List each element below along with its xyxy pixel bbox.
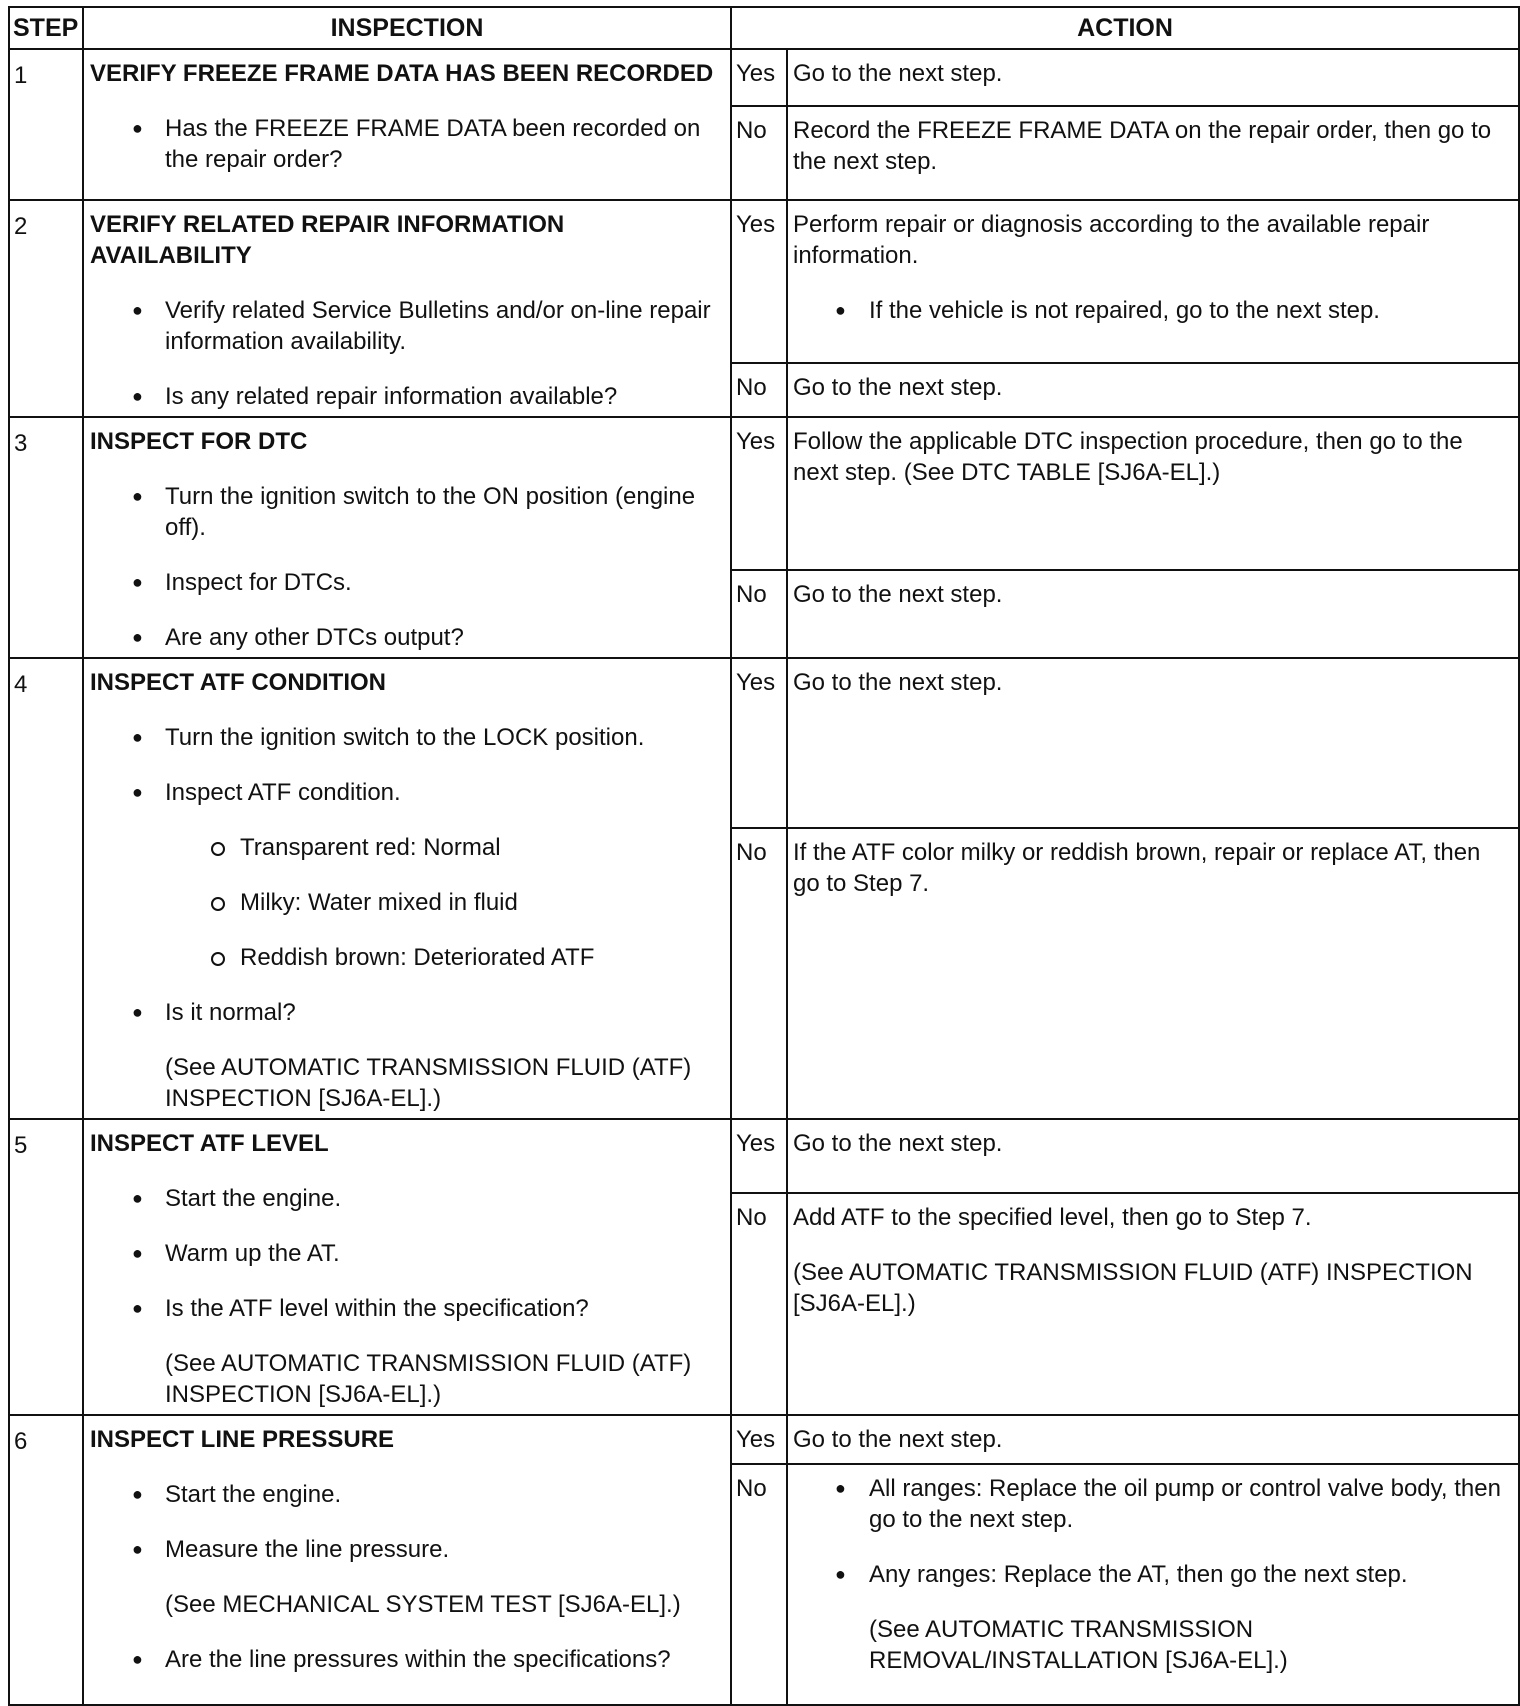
action-bullet: ● Any ranges: Replace the AT, then go the next step. — [793, 1559, 1512, 1590]
inspection-column-header: INSPECTION — [83, 7, 731, 49]
no-action — [787, 570, 1519, 658]
action-reference: (See AUTOMATIC TRANSMISSION REMOVAL/INSTALLATION [SJ6A-EL].) — [869, 1616, 1288, 1674]
yes-label: Yes — [731, 417, 787, 570]
step-title: INSPECT ATF LEVEL — [90, 1130, 329, 1157]
inspection-cell — [83, 658, 731, 1119]
action-text: Go to the next step. — [793, 580, 1003, 608]
inspection-cell — [83, 49, 731, 200]
inspection-cell — [83, 200, 731, 417]
yes-label: Yes — [731, 658, 787, 828]
inspection-sub-bullet: Reddish brown: Deteriorated ATF — [90, 942, 722, 973]
yes-action — [787, 49, 1519, 106]
no-label: No — [731, 106, 787, 200]
inspection-bullet: ● Is it normal? — [90, 997, 722, 1028]
yes-action — [787, 1119, 1519, 1193]
yes-action — [787, 417, 1519, 570]
yes-action — [787, 1415, 1519, 1464]
no-label: No — [731, 363, 787, 417]
inspection-bullet: ● Is the ATF level within the specification? — [90, 1293, 722, 1324]
table-row — [9, 200, 1519, 363]
inspection-bullet: ● Start the engine. — [90, 1479, 722, 1510]
step-column-header: STEP — [9, 7, 83, 49]
step-number: 3 — [9, 417, 83, 658]
inspection-sub-bullet: Transparent red: Normal — [90, 832, 722, 863]
inspection-bullet: ● Turn the ignition switch to the LOCK position. — [90, 722, 722, 753]
no-label: No — [731, 1464, 787, 1705]
action-text: Go to the next step. — [793, 669, 1003, 696]
no-action — [787, 106, 1519, 200]
inspection-bullet: ● Are the line pressures within the specifications? — [90, 1644, 722, 1675]
yes-label: Yes — [731, 49, 787, 106]
inspection-bullet: ● Is any related repair information available? — [90, 381, 722, 412]
inspection-bullet: ● Has the FREEZE FRAME DATA been recorded on the repair order? — [90, 113, 722, 175]
inspection-reference: (See AUTOMATIC TRANSMISSION FLUID (ATF) INSPECTION [SJ6A-EL].) — [165, 1054, 692, 1112]
table-row — [9, 1119, 1519, 1193]
inspection-reference: (See AUTOMATIC TRANSMISSION FLUID (ATF) INSPECTION [SJ6A-EL].) — [165, 1350, 692, 1408]
table-row — [9, 49, 1519, 106]
inspection-bullet: ● Inspect ATF condition. — [90, 777, 722, 808]
table-row — [9, 417, 1519, 570]
inspection-reference: (See MECHANICAL SYSTEM TEST [SJ6A-EL].) — [165, 1591, 681, 1618]
yes-label: Yes — [731, 200, 787, 363]
inspection-bullet: ● Turn the ignition switch to the ON position (engine off). — [90, 481, 722, 543]
no-label: No — [731, 1193, 787, 1415]
step-number: 4 — [9, 658, 83, 1119]
yes-action — [787, 200, 1519, 363]
no-label: No — [731, 570, 787, 658]
inspection-cell — [83, 1415, 731, 1705]
action-text: Follow the applicable DTC inspection procedure, then go to the next step. (See DTC TABLE [SJ6A-EL].) — [793, 428, 1463, 486]
action-text: Add ATF to the specified level, then go to Step 7. — [793, 1203, 1312, 1231]
step-title: INSPECT FOR DTC — [90, 428, 308, 455]
table-header-row — [9, 7, 1519, 49]
action-text: If the ATF color milky or reddish brown, repair or replace AT, then go to Step 7. — [793, 838, 1481, 897]
inspection-bullet: ● Are any other DTCs output? — [90, 622, 722, 653]
inspection-cell — [83, 1119, 731, 1415]
action-column-header: ACTION — [731, 7, 1519, 49]
yes-action — [787, 658, 1519, 828]
step-number: 6 — [9, 1415, 83, 1705]
no-action — [787, 828, 1519, 1119]
inspection-bullet: ● Verify related Service Bulletins and/or on-line repair information availability. — [90, 295, 722, 357]
table-row — [9, 1415, 1519, 1464]
inspection-bullet: ● Warm up the AT. — [90, 1238, 722, 1269]
no-action — [787, 1464, 1519, 1705]
action-text: Perform repair or diagnosis according to the available repair information. — [793, 211, 1430, 269]
step-title: INSPECT ATF CONDITION — [90, 669, 386, 696]
action-text: Go to the next step. — [793, 1130, 1003, 1157]
no-action — [787, 1193, 1519, 1415]
step-number: 2 — [9, 200, 83, 417]
action-text: Record the FREEZE FRAME DATA on the repair order, then go to the next step. — [793, 117, 1492, 175]
inspection-sub-bullet: Milky: Water mixed in fluid — [90, 887, 722, 918]
no-action — [787, 363, 1519, 417]
table-row — [9, 658, 1519, 828]
inspection-bullet: ● Start the engine. — [90, 1183, 722, 1214]
step-number: 5 — [9, 1119, 83, 1415]
action-text: Go to the next step. — [793, 1426, 1003, 1453]
diagnostic-procedure-page — [8, 6, 1520, 1706]
inspection-bullet: ● Measure the line pressure. — [90, 1534, 722, 1565]
action-reference: (See AUTOMATIC TRANSMISSION FLUID (ATF) INSPECTION [SJ6A-EL].) — [793, 1258, 1473, 1317]
action-bullet: ● If the vehicle is not repaired, go to the next step. — [793, 295, 1512, 326]
action-text: Go to the next step. — [793, 374, 1003, 402]
no-label: No — [731, 828, 787, 1119]
inspection-cell — [83, 417, 731, 658]
step-title: INSPECT LINE PRESSURE — [90, 1426, 395, 1453]
yes-label: Yes — [731, 1119, 787, 1193]
step-title: VERIFY FREEZE FRAME DATA HAS BEEN RECORDED — [90, 60, 714, 87]
step-number: 1 — [9, 49, 83, 200]
action-text: Go to the next step. — [793, 60, 1003, 87]
step-title: VERIFY RELATED REPAIR INFORMATION AVAILABILITY — [90, 211, 565, 269]
action-bullet: ● All ranges: Replace the oil pump or control valve body, then go to the next step. — [793, 1473, 1512, 1535]
diagnostic-table — [8, 6, 1520, 1706]
inspection-bullet: ● Inspect for DTCs. — [90, 567, 722, 598]
yes-label: Yes — [731, 1415, 787, 1464]
